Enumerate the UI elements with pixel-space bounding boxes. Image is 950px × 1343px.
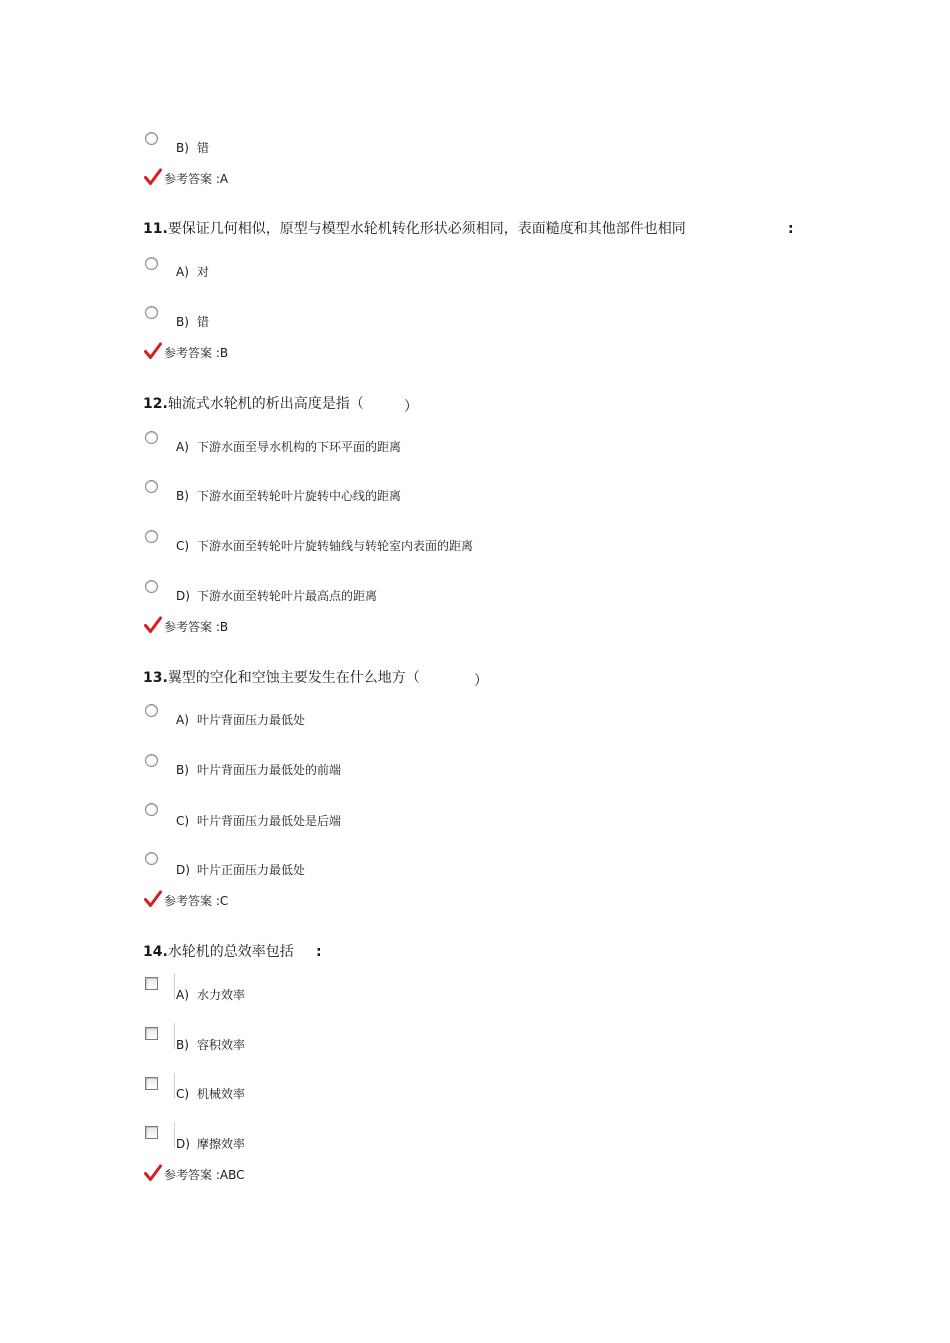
option-divider: [174, 973, 175, 999]
option-letter: C): [176, 539, 190, 553]
option-text: 叶片背面压力最低处是后端: [197, 814, 342, 828]
option-text: 摩擦效率: [197, 1137, 246, 1151]
option-letter: D): [176, 589, 190, 603]
option-letter: A): [176, 265, 189, 279]
option-divider: [174, 1073, 175, 1099]
option-radio-icon[interactable]: [145, 257, 158, 270]
question-12: [143, 396, 364, 412]
option-radio-icon[interactable]: [145, 480, 158, 493]
question-text: 轴流式水轮机的析出高度是指（: [167, 396, 364, 412]
question-text: 水轮机的总效率包括: [167, 944, 294, 960]
answer-prefix: 参考答案 :: [164, 620, 220, 634]
option-text: 水力效率: [197, 988, 246, 1002]
red-checkmark-icon: [144, 342, 162, 360]
option-d: [176, 589, 377, 603]
answer-prefix: 参考答案 :: [164, 172, 220, 186]
option-a: [176, 440, 401, 454]
option-c: [176, 814, 341, 828]
question-text: 要保证几何相似，原型与模型水轮机转化形状必须相同，表面糙度和其他部件也相同: [167, 221, 686, 237]
option-letter: B): [176, 1038, 189, 1052]
option-radio-icon[interactable]: [145, 803, 158, 816]
option-text: 机械效率: [197, 1087, 246, 1101]
option-text: 下游水面至转轮叶片旋转中心线的距离: [197, 489, 402, 503]
question-14: [143, 944, 294, 960]
option-letter: B): [176, 141, 189, 155]
option-letter: A): [176, 440, 189, 454]
option-radio-icon[interactable]: [145, 754, 158, 767]
question-13: [143, 670, 420, 686]
option-letter: C): [176, 1087, 190, 1101]
option-checkbox-icon[interactable]: [145, 1027, 158, 1040]
option-radio-icon[interactable]: [145, 704, 158, 717]
option-radio-icon[interactable]: [145, 852, 158, 865]
option-letter: B): [176, 315, 189, 329]
question-number: 13.: [143, 670, 168, 686]
option-text: 叶片背面压力最低处的前端: [197, 763, 342, 777]
answer-value: A: [219, 172, 229, 186]
option-checkbox-icon[interactable]: [145, 1126, 158, 1139]
option-d: [176, 863, 305, 877]
answer-value: ABC: [219, 1168, 245, 1182]
option-letter: B): [176, 489, 189, 503]
question-close-paren: ）: [404, 399, 418, 415]
red-checkmark-icon: [144, 890, 162, 908]
reference-answer: [164, 894, 228, 908]
option-letter: A): [176, 713, 189, 727]
answer-prefix: 参考答案 :: [164, 1168, 220, 1182]
option-d: [176, 1137, 245, 1151]
answer-prefix: 参考答案 :: [164, 346, 220, 360]
option-checkbox-icon[interactable]: [145, 1077, 158, 1090]
question-number: 11.: [143, 221, 168, 237]
option-text: 下游水面至导水机构的下环平面的距离: [197, 440, 402, 454]
reference-answer: [164, 346, 228, 360]
option-b: [176, 489, 401, 503]
option-b: [176, 141, 209, 155]
option-radio-icon[interactable]: [145, 530, 158, 543]
option-text: 错: [197, 315, 210, 329]
question-number: 14.: [143, 944, 168, 960]
option-c: [176, 1087, 245, 1101]
option-radio-icon[interactable]: [145, 306, 158, 319]
option-a: [176, 265, 209, 279]
option-checkbox-icon[interactable]: [145, 977, 158, 990]
reference-answer: [164, 1168, 244, 1182]
option-text: 容积效率: [197, 1038, 246, 1052]
option-radio-icon[interactable]: [145, 431, 158, 444]
option-letter: A): [176, 988, 189, 1002]
answer-prefix: 参考答案 :: [164, 894, 220, 908]
option-letter: D): [176, 1137, 190, 1151]
red-checkmark-icon: [144, 616, 162, 634]
red-checkmark-icon: [144, 1164, 162, 1182]
reference-answer: [164, 620, 228, 634]
question-11: [143, 221, 686, 237]
option-a: [176, 988, 245, 1002]
answer-value: B: [219, 620, 229, 634]
red-checkmark-icon: [144, 168, 162, 186]
option-b: [176, 1038, 245, 1052]
option-radio-icon[interactable]: [145, 132, 158, 145]
option-a: [176, 713, 305, 727]
option-radio-icon[interactable]: [145, 580, 158, 593]
option-text: 下游水面至转轮叶片旋转轴线与转轮室内表面的距离: [197, 539, 474, 553]
option-b: [176, 315, 209, 329]
option-divider: [174, 1122, 175, 1148]
question-colon: :: [788, 221, 794, 237]
question-close-paren: ）: [474, 673, 488, 689]
question-text: 翼型的空化和空蚀主要发生在什么地方（: [167, 670, 420, 686]
option-letter: B): [176, 763, 189, 777]
question-colon: :: [316, 944, 322, 960]
option-text: 叶片背面压力最低处: [197, 713, 306, 727]
question-number: 12.: [143, 396, 168, 412]
answer-value: B: [219, 346, 229, 360]
option-text: 叶片正面压力最低处: [197, 863, 306, 877]
option-text: 错: [197, 141, 210, 155]
option-text: 对: [197, 265, 210, 279]
option-c: [176, 539, 473, 553]
option-b: [176, 763, 341, 777]
answer-value: C: [219, 894, 229, 908]
option-letter: C): [176, 814, 190, 828]
option-divider: [174, 1023, 175, 1049]
option-text: 下游水面至转轮叶片最高点的距离: [197, 589, 378, 603]
option-letter: D): [176, 863, 190, 877]
reference-answer: [164, 172, 228, 186]
